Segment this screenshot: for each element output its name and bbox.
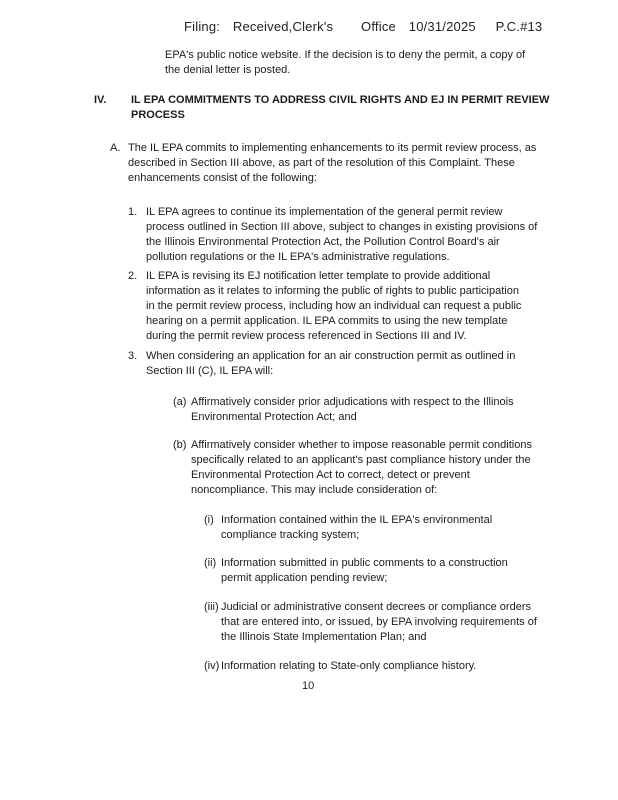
item-1-line: pollution regulations or the IL EPA's administrative regulations. [146,251,450,263]
roman-ii-line: Information submitted in public comments to a construction [221,557,508,569]
item-1-line: process outlined in Section III above, subject to changes in existing provisions of [146,221,538,233]
para-a-line-1: The IL EPA commits to implementing enhancements to its permit review process, as [128,142,537,154]
roman-iii-line: the Illinois State Implementation Plan; and [221,631,427,643]
item-2-line: information as it relates to informing the public of rights to public participation [146,285,519,297]
roman-iii-line: that are entered into, or issued, by EPA involving requirements of [221,616,537,628]
roman-iv-line: Information relating to State-only compliance history. [221,660,477,672]
item-2-line: hearing on a permit application. IL EPA commits to using the new template [146,315,508,327]
subitem-a-line: Environmental Protection Act; and [191,411,357,423]
section-heading-line-2: PROCESS [131,109,185,121]
subitem-b-line: Environmental Protection Act to correct, detect or prevent [191,469,470,481]
item-3-line: When considering an application for an air construction permit as outlined in [146,350,516,362]
roman-i-line: Information contained within the IL EPA's environmental [221,514,493,526]
roman-ii-label: (ii) [204,557,217,569]
para-a-line-2: described in Section III above, as part of the resolution of this Complaint. These [128,157,515,169]
item-2-line: in the permit review process, including how an individual can request a public [146,300,522,312]
section-heading-line-1: IL EPA COMMITMENTS TO ADDRESS CIVIL RIGHTS AND EJ IN PERMIT REVIEW [131,94,550,106]
roman-i-line: compliance tracking system; [221,529,360,541]
office-label: Office [361,19,396,34]
item-3-label: 3. [128,350,138,362]
item-2-label: 2. [128,270,138,282]
item-1-line: the Illinois Environmental Protection Act, the Pollution Control Board's air [146,236,500,248]
page-number: 10 [302,680,315,692]
roman-i-label: (i) [204,514,214,526]
subitem-a-label: (a) [173,396,187,408]
section-number: IV. [94,94,107,106]
subitem-b-line: specifically related to an applicant's past compliance history under the [191,454,531,466]
roman-ii-line: permit application pending review; [221,572,388,584]
subitem-b-line: Affirmatively consider whether to impose reasonable permit conditions [191,439,532,451]
para-a-line-3: enhancements consist of the following: [128,172,317,184]
filing-header [184,19,542,34]
roman-iv-label: (iv) [204,660,220,672]
item-1-label: 1. [128,206,138,218]
item-2-line: during the permit review process referenced in Sections III and IV. [146,330,467,342]
received-label: Received,Clerk's [232,19,334,34]
carryover-line-1: EPA's public notice website. If the decision is to deny the permit, a copy of [165,49,526,61]
carryover-line-2: the denial letter is posted. [165,64,291,76]
item-3-line: Section III (C), IL EPA will: [146,365,274,377]
pc-number: P.C.#13 [495,19,543,34]
filing-label: Filing: [184,19,221,34]
roman-iii-label: (iii) [204,601,219,613]
item-1-line: IL EPA agrees to continue its implementation of the general permit review [146,206,503,218]
subitem-b-label: (b) [173,439,187,451]
roman-iii-line: Judicial or administrative consent decrees or compliance orders [221,601,531,613]
filing-date: 10/31/2025 [408,19,476,34]
item-2-line: IL EPA is revising its EJ notification letter template to provide additional [146,270,491,282]
para-a-label: A. [110,142,121,154]
subitem-a-line: Affirmatively consider prior adjudications with respect to the Illinois [191,396,514,408]
subitem-b-line: noncompliance. This may include consideration of: [191,484,438,496]
